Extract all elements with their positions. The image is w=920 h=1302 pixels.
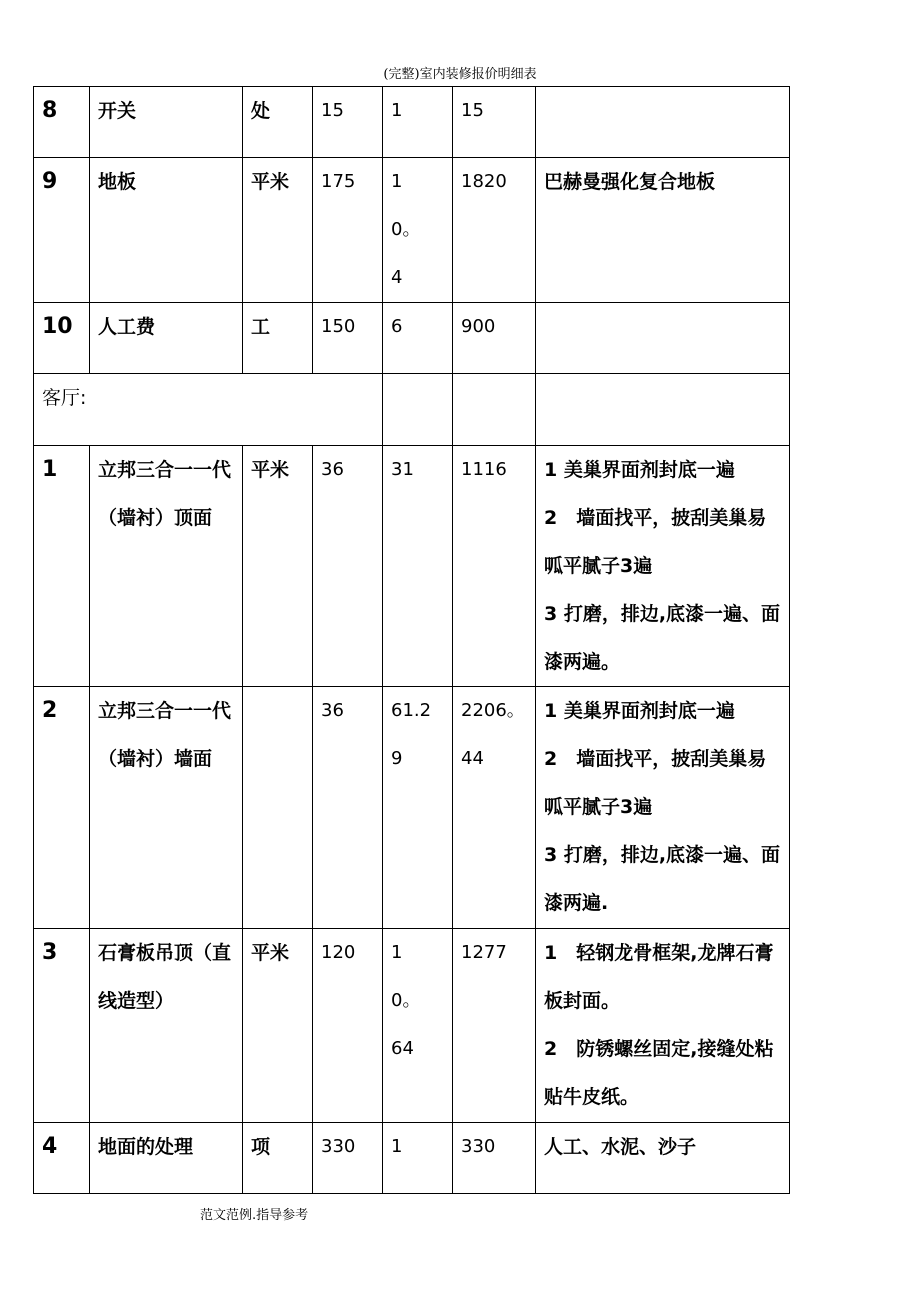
unit: 工	[243, 303, 313, 374]
remark	[536, 1123, 790, 1194]
empty-cell	[536, 374, 790, 446]
unit: 平米	[243, 929, 313, 1123]
quantity: 120	[313, 929, 383, 1123]
remark	[536, 687, 790, 929]
remark	[536, 446, 790, 687]
unit-price: 61.29	[383, 687, 453, 929]
section-row	[34, 374, 790, 446]
row-number: 3	[34, 929, 90, 1123]
quote-table	[33, 86, 790, 1194]
row-number: 9	[34, 158, 90, 303]
remark-line: 1 轻钢龙骨框架,龙牌石膏板封面。	[544, 942, 774, 1012]
table-row	[34, 687, 790, 929]
remark-line: 2 墙面找平，披刮美巢易呱平腻子3遍	[544, 748, 767, 818]
table-row	[34, 929, 790, 1123]
unit-price: 31	[383, 446, 453, 687]
remark-line: 1 美巢界面剂封底一遍	[544, 459, 735, 481]
quantity: 15	[313, 87, 383, 158]
table-row	[34, 303, 790, 374]
unit-price: 1	[383, 1123, 453, 1194]
page-header: (完整)室内装修报价明细表	[383, 67, 537, 82]
remark-line: 1 美巢界面剂封底一遍	[544, 700, 735, 722]
row-number: 1	[34, 446, 90, 687]
total: 900	[453, 303, 536, 374]
quantity: 36	[313, 687, 383, 929]
table-row	[34, 158, 790, 303]
remark-line: 人工、水泥、沙子	[544, 1136, 697, 1158]
remark	[536, 87, 790, 158]
item-name: 地面的处理	[90, 1123, 243, 1194]
item-name: 地板	[90, 158, 243, 303]
remark-line: 2 防锈螺丝固定,接缝处粘贴牛皮纸。	[544, 1038, 774, 1108]
unit-price: 6	[383, 303, 453, 374]
quantity: 36	[313, 446, 383, 687]
page-footer: 范文范例.指导参考	[200, 1208, 309, 1223]
total: 330	[453, 1123, 536, 1194]
total: 2206。44	[453, 687, 536, 929]
unit	[243, 687, 313, 929]
section-label: 客厅:	[34, 374, 383, 446]
unit: 平米	[243, 446, 313, 687]
table-row	[34, 446, 790, 687]
quantity: 150	[313, 303, 383, 374]
row-number: 2	[34, 687, 90, 929]
item-name: 立邦三合一一代（墙衬）墙面	[90, 687, 243, 929]
item-name: 开关	[90, 87, 243, 158]
unit-price: 10。4	[383, 158, 453, 303]
item-name: 人工费	[90, 303, 243, 374]
remark	[536, 303, 790, 374]
unit: 平米	[243, 158, 313, 303]
remark-line: 3 打磨，排边,底漆一遍、面漆两遍.	[544, 844, 781, 914]
remark-line: 3 打磨，排边,底漆一遍、面漆两遍。	[544, 603, 781, 673]
quantity: 330	[313, 1123, 383, 1194]
row-number: 10	[34, 303, 90, 374]
row-number: 8	[34, 87, 90, 158]
unit: 项	[243, 1123, 313, 1194]
total: 1277	[453, 929, 536, 1123]
remark-line: 巴赫曼强化复合地板	[544, 171, 716, 193]
table-row	[34, 87, 790, 158]
total: 1820	[453, 158, 536, 303]
table-row	[34, 1123, 790, 1194]
remark	[536, 158, 790, 303]
total: 15	[453, 87, 536, 158]
row-number: 4	[34, 1123, 90, 1194]
empty-cell	[383, 374, 453, 446]
total: 1116	[453, 446, 536, 687]
remark-line: 2 墙面找平，披刮美巢易呱平腻子3遍	[544, 507, 767, 577]
item-name: 石膏板吊顶（直线造型）	[90, 929, 243, 1123]
unit-price: 1	[383, 87, 453, 158]
remark	[536, 929, 790, 1123]
quantity: 175	[313, 158, 383, 303]
unit: 处	[243, 87, 313, 158]
item-name: 立邦三合一一代（墙衬）顶面	[90, 446, 243, 687]
unit-price: 10。64	[383, 929, 453, 1123]
empty-cell	[453, 374, 536, 446]
